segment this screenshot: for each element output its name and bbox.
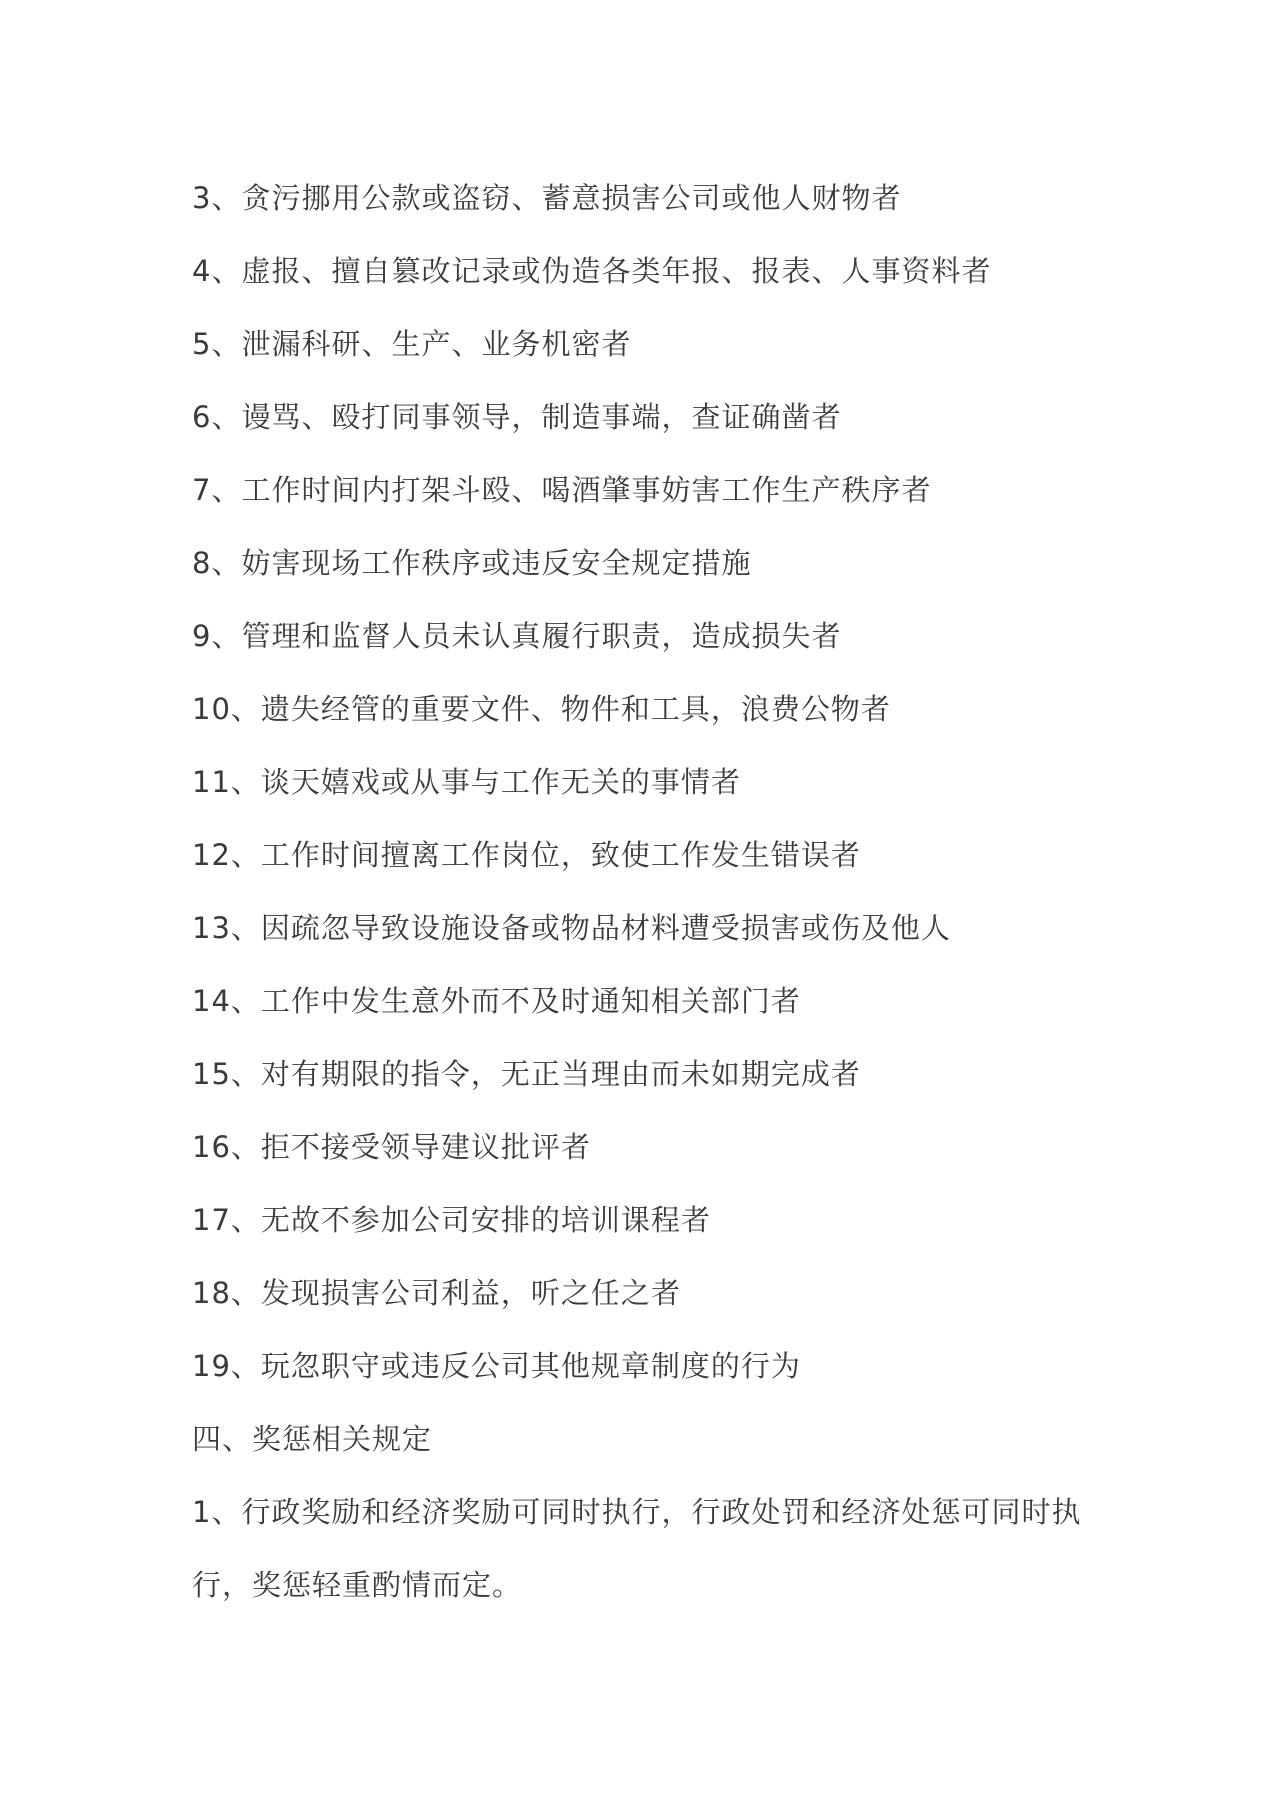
paragraph-line: 1、行政奖励和经济奖励可同时执行，行政处罚和经济处惩可同时执 — [192, 1495, 1082, 1529]
list-item: 17、无故不参加公司安排的培训课程者 — [192, 1203, 711, 1237]
list-item: 14、工作中发生意外而不及时通知相关部门者 — [192, 984, 801, 1018]
list-item: 5、泄漏科研、生产、业务机密者 — [192, 327, 632, 361]
list-item: 9、管理和监督人员未认真履行职责，造成损失者 — [192, 619, 842, 653]
list-item: 13、因疏忽导致设施设备或物品材料遭受损害或伤及他人 — [192, 911, 951, 945]
document-body — [192, 162, 1092, 1622]
list-item: 6、谩骂、殴打同事领导，制造事端，查证确凿者 — [192, 400, 842, 434]
list-item: 15、对有期限的指令，无正当理由而未如期完成者 — [192, 1057, 861, 1091]
list-item: 11、谈天嬉戏或从事与工作无关的事情者 — [192, 765, 741, 799]
list-item: 12、工作时间擅离工作岗位，致使工作发生错误者 — [192, 838, 861, 872]
list-item: 8、妨害现场工作秩序或违反安全规定措施 — [192, 546, 752, 580]
list-item: 16、拒不接受领导建议批评者 — [192, 1130, 591, 1164]
paragraph-line: 行，奖惩轻重酌情而定。 — [192, 1568, 523, 1602]
list-item: 18、发现损害公司利益，听之任之者 — [192, 1276, 681, 1310]
list-item: 10、遗失经管的重要文件、物件和工具，浪费公物者 — [192, 692, 891, 726]
list-item: 19、玩忽职守或违反公司其他规章制度的行为 — [192, 1349, 801, 1383]
list-item: 3、贪污挪用公款或盗窃、蓄意损害公司或他人财物者 — [192, 181, 902, 215]
section-heading: 四、奖惩相关规定 — [192, 1422, 433, 1456]
list-item: 7、工作时间内打架斗殴、喝酒肇事妨害工作生产秩序者 — [192, 473, 932, 507]
list-item: 4、虚报、擅自篡改记录或伪造各类年报、报表、人事资料者 — [192, 254, 992, 288]
